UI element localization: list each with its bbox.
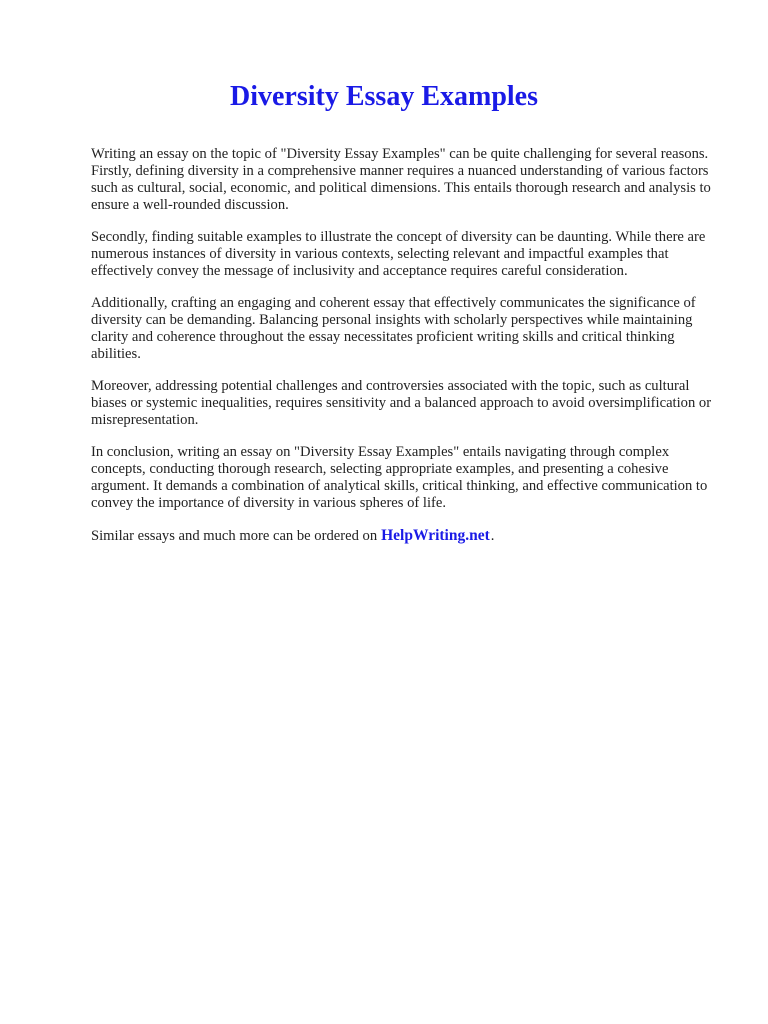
footer-text: Similar essays and much more can be ordered on (91, 528, 378, 544)
helpwriting-link[interactable]: HelpWriting.net (381, 527, 490, 544)
paragraph-5: In conclusion, writing an essay on "Diversity Essay Examples" entails navigating through complex concepts, conducting thorough research, selecting appropriate examples, and presenting a cohesive argument. It demands a combination of analytical skills, critical thinking, and effective communication to convey the importance of diversity in various spheres of life. (91, 444, 708, 511)
paragraph-3: Additionally, crafting an engaging and coherent essay that effectively communicates the significance of diversity can be demanding. Balancing personal insights with scholarly perspectives while maintaining clarity and coherence throughout the essay necessitates proficient writing skills and critical thinking abilities. (91, 295, 696, 362)
paragraph-4: Moreover, addressing potential challenges and controversies associated with the topic, such as cultural biases or systemic inequalities, requires sensitivity and a balanced approach to avoid oversimplification or misrepresentation. (91, 378, 712, 428)
paragraph-1: Writing an essay on the topic of "Diversity Essay Examples" can be quite challenging for several reasons. Firstly, defining diversity in a comprehensive manner requires a nuanced understanding of various factors such as cultural, social, economic, and political dimensions. This entails thorough research and analysis to ensure a well-rounded discussion. (91, 146, 711, 213)
footer-period: . (490, 528, 495, 544)
page-title: Diversity Essay Examples (230, 81, 538, 112)
essay-body (91, 146, 723, 560)
paragraph-2: Secondly, finding suitable examples to illustrate the concept of diversity can be daunting. While there are numerous instances of diversity in various contexts, selecting relevant and impactful examples that effectively convey the message of inclusivity and acceptance requires careful consideration. (91, 229, 706, 279)
footer-line (91, 527, 723, 545)
